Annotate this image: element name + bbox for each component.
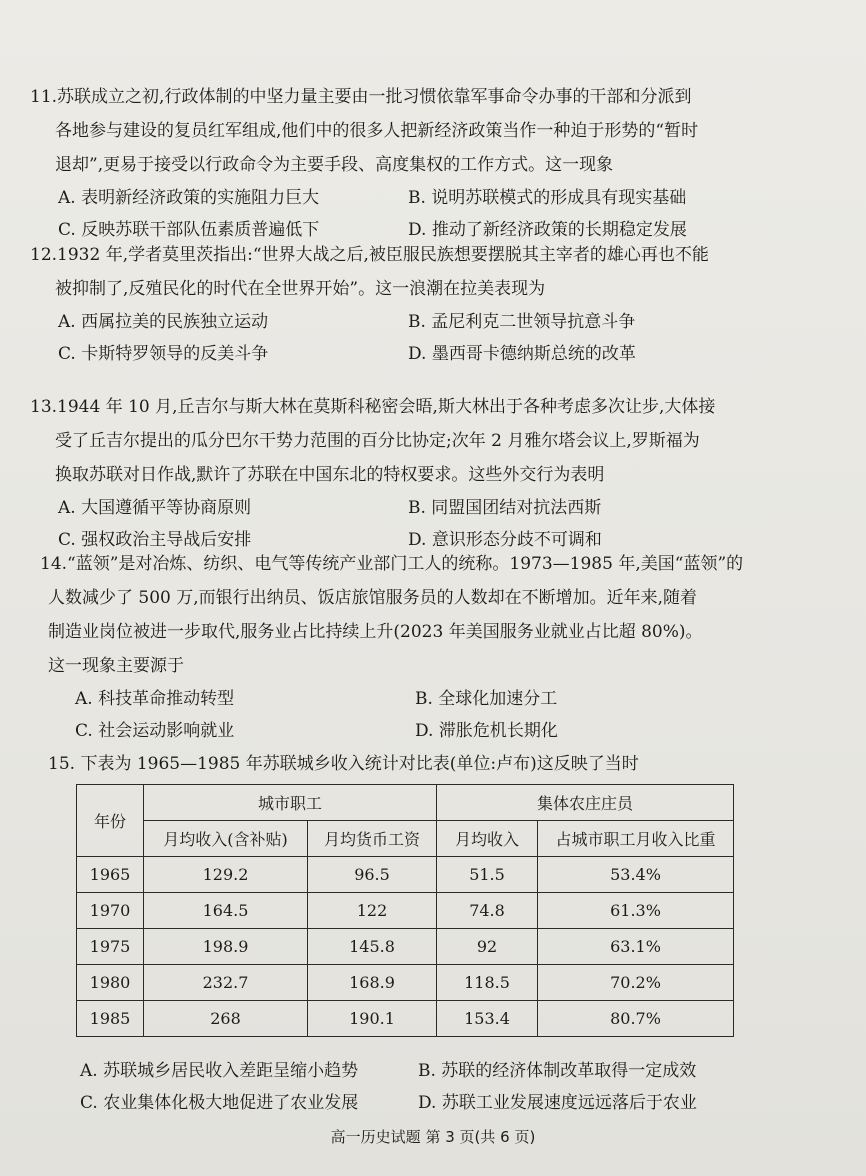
option-d[interactable]: D. 墨西哥卡德纳斯总统的改革 bbox=[408, 344, 636, 364]
year-header: 年份 bbox=[77, 785, 144, 857]
col-header-urban-income: 月均收入(含补贴) bbox=[144, 821, 308, 857]
option-c[interactable]: C. 卡斯特罗领导的反美斗争 bbox=[58, 344, 269, 364]
question-stem-line: 退却”,更易于接受以行政命令为主要手段、高度集权的工作方式。这一现象 bbox=[55, 155, 614, 175]
option-b[interactable]: B. 孟尼利克二世领导抗意斗争 bbox=[408, 312, 636, 332]
year-cell: 1980 bbox=[77, 965, 144, 1001]
question-15 bbox=[30, 747, 830, 781]
urban-wage-cell: 145.8 bbox=[308, 929, 437, 965]
option-row bbox=[30, 1087, 830, 1119]
option-c[interactable]: C. 社会运动影响就业 bbox=[75, 721, 235, 741]
option-a[interactable]: A. 大国遵循平等协商原则 bbox=[58, 498, 252, 518]
option-row bbox=[30, 715, 830, 747]
urban-income-cell: 129.2 bbox=[144, 857, 308, 893]
table-header-row bbox=[77, 785, 734, 821]
question-stem-line: 人数减少了 500 万,而银行出纳员、饭店旅馆服务员的人数却在不断增加。近年来,随着 bbox=[48, 588, 698, 608]
farm-income-cell: 153.4 bbox=[437, 1001, 538, 1037]
page-footer: 高一历史试题 第 3 页(共 6 页) bbox=[330, 1128, 536, 1146]
option-d[interactable]: D. 意识形态分歧不可调和 bbox=[408, 530, 602, 550]
question-stem-line: 制造业岗位被进一步取代,服务业占比持续上升(2023 年美国服务业就业占比超 80%)。 bbox=[48, 622, 703, 642]
urban-income-cell: 268 bbox=[144, 1001, 308, 1037]
option-a[interactable]: A. 苏联城乡居民收入差距呈缩小趋势 bbox=[80, 1061, 359, 1081]
year-cell: 1970 bbox=[77, 893, 144, 929]
farm-ratio-cell: 63.1% bbox=[538, 929, 734, 965]
option-c[interactable]: C. 农业集体化极大地促进了农业发展 bbox=[80, 1093, 359, 1113]
urban-income-cell: 198.9 bbox=[144, 929, 308, 965]
urban-income-cell: 164.5 bbox=[144, 893, 308, 929]
option-c[interactable]: C. 反映苏联干部队伍素质普遍低下 bbox=[58, 220, 320, 240]
option-row bbox=[30, 1055, 830, 1087]
farm-ratio-cell: 53.4% bbox=[538, 857, 734, 893]
option-d[interactable]: D. 滞胀危机长期化 bbox=[415, 721, 558, 741]
option-d[interactable]: D. 推动了新经济政策的长期稳定发展 bbox=[408, 220, 687, 240]
question-12 bbox=[30, 238, 830, 370]
question-stem-line: 受了丘吉尔提出的瓜分巴尔干势力范围的百分比协定;次年 2 月雅尔塔会议上,罗斯福为 bbox=[55, 431, 700, 451]
option-d[interactable]: D. 苏联工业发展速度远远落后于农业 bbox=[418, 1093, 697, 1113]
year-cell: 1965 bbox=[77, 857, 144, 893]
table-row bbox=[77, 857, 734, 893]
year-cell: 1975 bbox=[77, 929, 144, 965]
urban-wage-cell: 122 bbox=[308, 893, 437, 929]
question-stem-line: 14.“蓝领”是对冶炼、纺织、电气等传统产业部门工人的统称。1973—1985 年,美国“蓝领”的 bbox=[40, 554, 744, 574]
option-row bbox=[30, 683, 830, 715]
urban-income-cell: 232.7 bbox=[144, 965, 308, 1001]
option-row bbox=[30, 338, 830, 370]
question-stem-line: 13.1944 年 10 月,丘吉尔与斯大林在莫斯科秘密会晤,斯大林出于各种考虑多次让步,大体接 bbox=[30, 397, 716, 417]
table-row bbox=[77, 965, 734, 1001]
question-stem-line: 12.1932 年,学者莫里茨指出:“世界大战之后,被臣服民族想要摆脱其主宰者的雄心再也不能 bbox=[30, 245, 709, 265]
question-stem-line: 15. 下表为 1965—1985 年苏联城乡收入统计对比表(单位:卢布)这反映了当时 bbox=[48, 754, 639, 774]
option-row bbox=[30, 306, 830, 338]
urban-wage-cell: 168.9 bbox=[308, 965, 437, 1001]
option-a[interactable]: A. 科技革命推动转型 bbox=[75, 689, 235, 709]
farm-income-cell: 118.5 bbox=[437, 965, 538, 1001]
col-header-urban-wage: 月均货币工资 bbox=[308, 821, 437, 857]
question-13 bbox=[30, 390, 830, 556]
farm-income-cell: 51.5 bbox=[437, 857, 538, 893]
question-stem-line: 换取苏联对日作战,默许了苏联在中国东北的特权要求。这些外交行为表明 bbox=[55, 465, 605, 485]
option-row bbox=[30, 492, 830, 524]
option-row bbox=[30, 182, 830, 214]
option-a[interactable]: A. 西属拉美的民族独立运动 bbox=[58, 312, 269, 332]
farm-income-cell: 74.8 bbox=[437, 893, 538, 929]
option-b[interactable]: B. 全球化加速分工 bbox=[415, 689, 558, 709]
table-subheader-row bbox=[77, 821, 734, 857]
farm-ratio-cell: 70.2% bbox=[538, 965, 734, 1001]
question-stem-line: 这一现象主要源于 bbox=[48, 656, 184, 676]
option-b[interactable]: B. 苏联的经济体制改革取得一定成效 bbox=[418, 1061, 697, 1081]
urban-wage-cell: 96.5 bbox=[308, 857, 437, 893]
group-header-farm: 集体农庄庄员 bbox=[437, 785, 734, 821]
question-15-options bbox=[30, 1055, 830, 1119]
table-row bbox=[77, 1001, 734, 1037]
question-stem-line: 被抑制了,反殖民化的时代在全世界开始”。这一浪潮在拉美表现为 bbox=[55, 279, 546, 299]
question-stem-line: 各地参与建设的复员红军组成,他们中的很多人把新经济政策当作一种迫于形势的“暂时 bbox=[55, 121, 699, 141]
option-b[interactable]: B. 同盟国团结对抗法西斯 bbox=[408, 498, 602, 518]
year-cell: 1985 bbox=[77, 1001, 144, 1037]
question-11 bbox=[30, 80, 830, 246]
farm-ratio-cell: 80.7% bbox=[538, 1001, 734, 1037]
option-b[interactable]: B. 说明苏联模式的形成具有现实基础 bbox=[408, 188, 687, 208]
col-header-farm-income: 月均收入 bbox=[437, 821, 538, 857]
option-c[interactable]: C. 强权政治主导战后安排 bbox=[58, 530, 252, 550]
farm-ratio-cell: 61.3% bbox=[538, 893, 734, 929]
question-14 bbox=[30, 547, 830, 747]
farm-income-cell: 92 bbox=[437, 929, 538, 965]
option-a[interactable]: A. 表明新经济政策的实施阻力巨大 bbox=[58, 188, 320, 208]
table-row bbox=[77, 929, 734, 965]
question-stem-line: 11.苏联成立之初,行政体制的中坚力量主要由一批习惯依靠军事命令办事的干部和分派到 bbox=[30, 87, 692, 107]
urban-wage-cell: 190.1 bbox=[308, 1001, 437, 1037]
table-row bbox=[77, 893, 734, 929]
col-header-farm-ratio: 占城市职工月收入比重 bbox=[538, 821, 734, 857]
group-header-urban: 城市职工 bbox=[144, 785, 437, 821]
income-table bbox=[76, 784, 734, 1037]
